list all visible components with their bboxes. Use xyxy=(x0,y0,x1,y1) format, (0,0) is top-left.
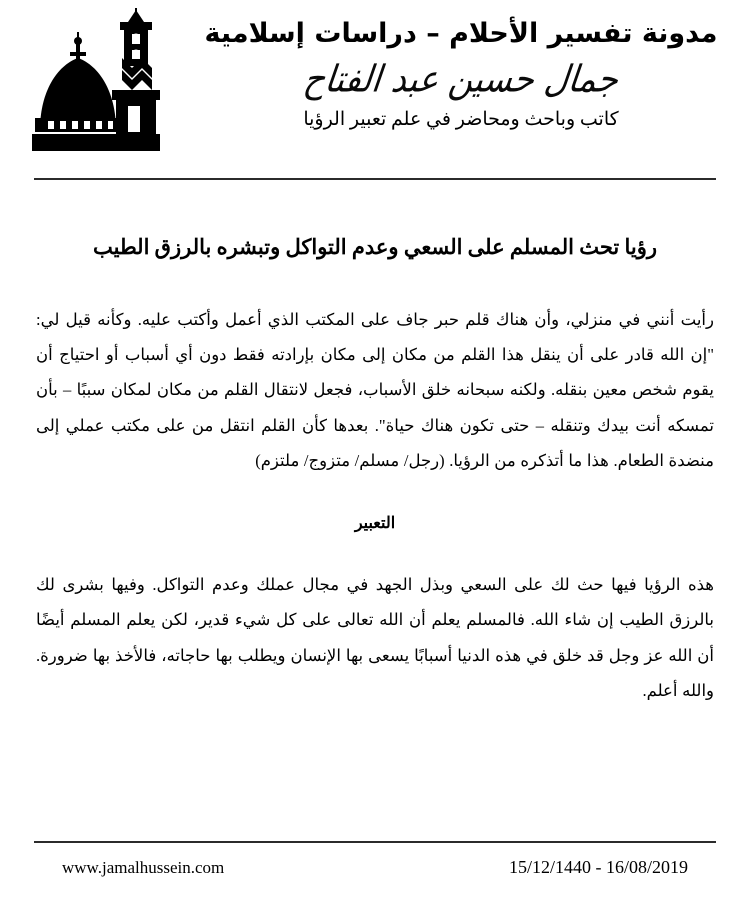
page-footer xyxy=(22,841,728,878)
mosque-icon xyxy=(26,8,166,160)
footer-website-link[interactable]: www.jamalhussein.com xyxy=(62,858,225,877)
header-text-block xyxy=(202,18,720,133)
author-tagline: كاتب وباحث ومحاضر في علم تعبير الرؤيا xyxy=(303,109,619,131)
author-signature: جمال حسين عبد الفتاح xyxy=(301,56,621,101)
footer-row xyxy=(22,857,728,878)
dream-narrative-text: رأيت أنني في منزلي، وأن هناك قلم حبر جاف على المكتب الذي أعمل وأكتب عليه. وكأنه قيل لي: "إن الله قادر على أن ينقل هذا القلم من مكان إلى مكان بإرادته فقط دون أي أسباب أو احتياج أن يقوم شخص معين بنقله. ولكنه سبحانه خلق الأسباب، فجعل لانتقال القلم من مكان لمكان سببًا – بأن تمسكه أنت بيدك وتنقله – حتى تكون هناك حياة". بعدها كأن القلم انتقل من على مكتب عملي إلى منضدة الطعام. هذا ما أتذكره من الرؤيا. (رجل/ مسلم/ متزوج/ ملتزم) xyxy=(36,309,714,471)
article-body xyxy=(22,180,728,900)
interpretation-section-label: التعبير xyxy=(354,514,396,532)
site-title: مدونة تفسير الأحلام – دراسات إسلامية xyxy=(204,18,718,49)
page-header xyxy=(22,0,728,172)
interpretation-text: هذه الرؤيا فيها حث لك على السعي وبذل الجهد في مجال عملك وعدم التواكل. وفيها بشرى لك بالرزق الطيب إن شاء الله. فالمسلم يعلم أن الله تعالى على كل شيء قدير، لكن يعلم المسلم أيضًا أن الله عز وجل قد خلق في هذه الدنيا أسبابًا يسعى بها الإنسان ويطلب بها حاجاته، فالأخذ بها ضرورة. والله أعلم. xyxy=(36,574,714,701)
page-title: رؤيا تحث المسلم على السعي وعدم التواكل وتبشره بالرزق الطيب xyxy=(93,235,657,259)
footer-date: 15/12/1440 - 16/08/2019 xyxy=(509,857,688,877)
footer-divider xyxy=(34,841,716,843)
